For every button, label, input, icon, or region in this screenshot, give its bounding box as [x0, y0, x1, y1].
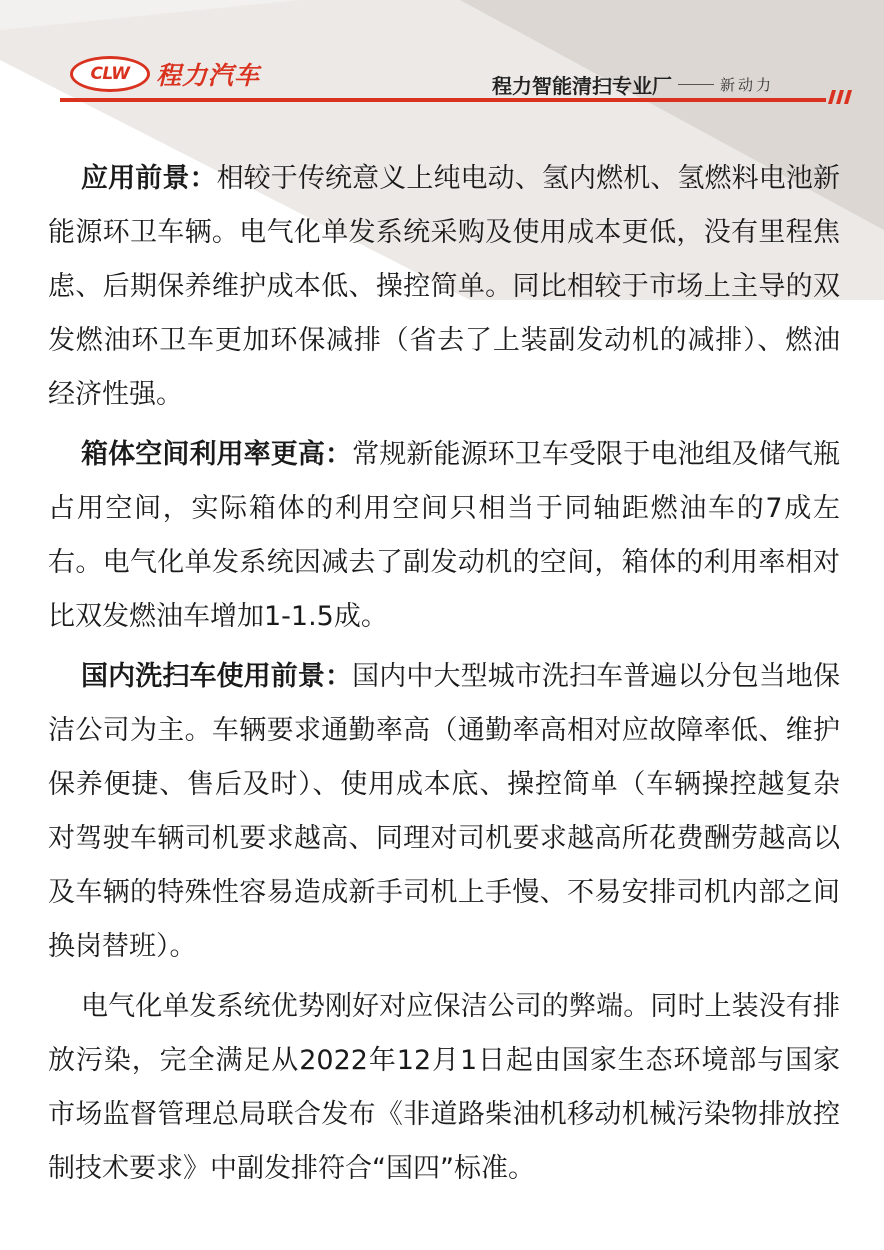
document-body [48, 152, 840, 1202]
paragraph-application-prospect [48, 152, 840, 422]
company-logo [70, 56, 260, 92]
paragraph-emission-standard [48, 980, 840, 1196]
slogan-text: 程力智能清扫专业厂 [492, 74, 672, 98]
paragraph-heading: 国内洗扫车使用前景： [81, 661, 353, 692]
stripes-decoration-icon [828, 90, 854, 104]
logo-mark-text: CLW [90, 64, 130, 84]
paragraph-heading: 箱体空间利用率更高： [81, 439, 353, 470]
paragraph-text: 常规新能源环卫车受限于电池组及储气瓶占用空间，实际箱体的利用空间只相当于同轴距燃油车的7成左右。电气化单发系统因减去了副发动机的空间，箱体的利用率相对比双发燃油车增加1-1.5成。 [48, 439, 841, 632]
paragraph-heading: 应用前景： [81, 163, 217, 194]
header-accent-line [60, 98, 826, 102]
paragraph-text: 电气化单发系统优势刚好对应保洁公司的弊端。同时上装没有排放污染，完全满足从2022年12月1日起由国家生态环境部与国家市场监督管理总局联合发布《非道路柴油机移动机械污染物排放控制技术要求》中副发排符合“国四”标准。 [48, 991, 840, 1184]
header-slogan [492, 70, 774, 99]
slogan-divider [678, 84, 714, 85]
slogan-subtext: 新动力 [720, 76, 775, 94]
paragraph-text: 国内中大型城市洗扫车普遍以分包当地保洁公司为主。车辆要求通勤率高（通勤率高相对应故障率低、维护保养便捷、售后及时）、使用成本底、操控简单（车辆操控越复杂对驾驶车辆司机要求越高、同理对司机要求越高所花费酬劳越高以及车辆的特殊性容易造成新手司机上手慢、不易安排司机内部之间换岗替班）。 [48, 661, 841, 962]
clw-logo-icon [70, 56, 150, 92]
paragraph-text: 相较于传统意义上纯电动、氢内燃机、氢燃料电池新能源环卫车辆。电气化单发系统采购及使用成本更低，没有里程焦虑、后期保养维护成本低、操控简单。同比相较于市场上主导的双发燃油环卫车更加环保减排（省去了上装副发动机的减排）、燃油经济性强。 [48, 163, 841, 410]
logo-company-name: 程力汽车 [156, 61, 261, 90]
page-header [0, 0, 884, 110]
paragraph-box-space-utilization [48, 428, 840, 644]
paragraph-domestic-sweeper-prospect [48, 650, 840, 974]
